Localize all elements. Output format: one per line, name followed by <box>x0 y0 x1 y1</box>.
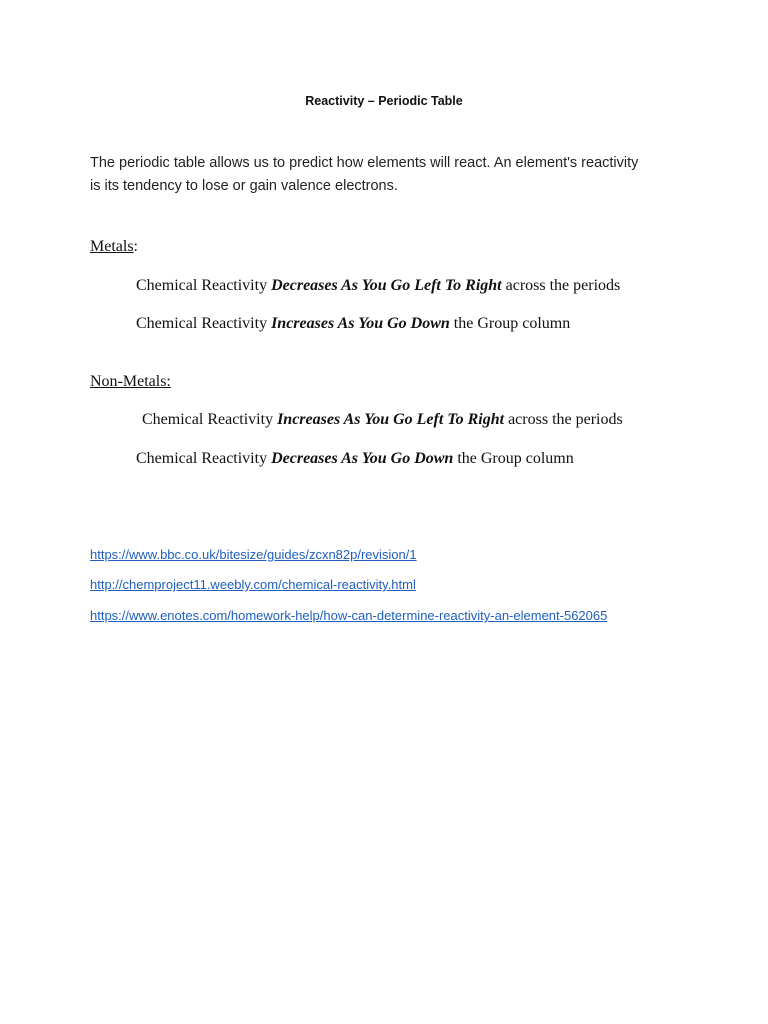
intro-line-1: The periodic table allows us to predict how elements will react. An element's reactivity <box>90 155 639 171</box>
rule-prefix: Chemical Reactivity <box>136 450 272 467</box>
rule-suffix: across the periods <box>501 277 621 294</box>
rule-prefix: Chemical Reactivity <box>136 277 272 294</box>
rule-emphasis: Increases As You Go Left To Right <box>277 411 505 428</box>
link-enotes[interactable]: https://www.enotes.com/homework-help/how-can-determine-reactivity-an-element-562065 <box>90 608 608 623</box>
metals-heading-label: Metals <box>90 238 134 255</box>
nonmetals-rule-periods <box>142 411 623 429</box>
metals-rule-groups <box>136 315 570 333</box>
rule-emphasis: Decreases As You Go Left To Right <box>271 277 502 294</box>
intro-line-2: is its tendency to lose or gain valence electrons. <box>90 178 398 194</box>
document-title: Reactivity – Periodic Table <box>305 94 463 108</box>
nonmetals-heading <box>90 373 171 391</box>
rule-emphasis: Decreases As You Go Down <box>271 450 454 467</box>
rule-suffix: the Group column <box>453 450 574 467</box>
link-chemproject[interactable]: http://chemproject11.weebly.com/chemical-reactivity.html <box>90 577 416 592</box>
rule-suffix: the Group column <box>449 315 571 332</box>
rule-emphasis: Increases As You Go Down <box>271 315 450 332</box>
rule-prefix: Chemical Reactivity <box>136 315 272 332</box>
intro-paragraph <box>90 152 690 198</box>
metals-heading-colon: : <box>133 238 138 255</box>
rule-prefix: Chemical Reactivity <box>142 411 278 428</box>
metals-heading <box>90 238 138 256</box>
nonmetals-rule-groups <box>136 450 574 468</box>
nonmetals-heading-label: Non-Metals: <box>90 373 171 390</box>
metals-rule-periods <box>136 277 620 295</box>
link-bbc-bitesize[interactable]: https://www.bbc.co.uk/bitesize/guides/zcxn82p/revision/1 <box>90 547 417 562</box>
rule-suffix: across the periods <box>504 411 623 428</box>
